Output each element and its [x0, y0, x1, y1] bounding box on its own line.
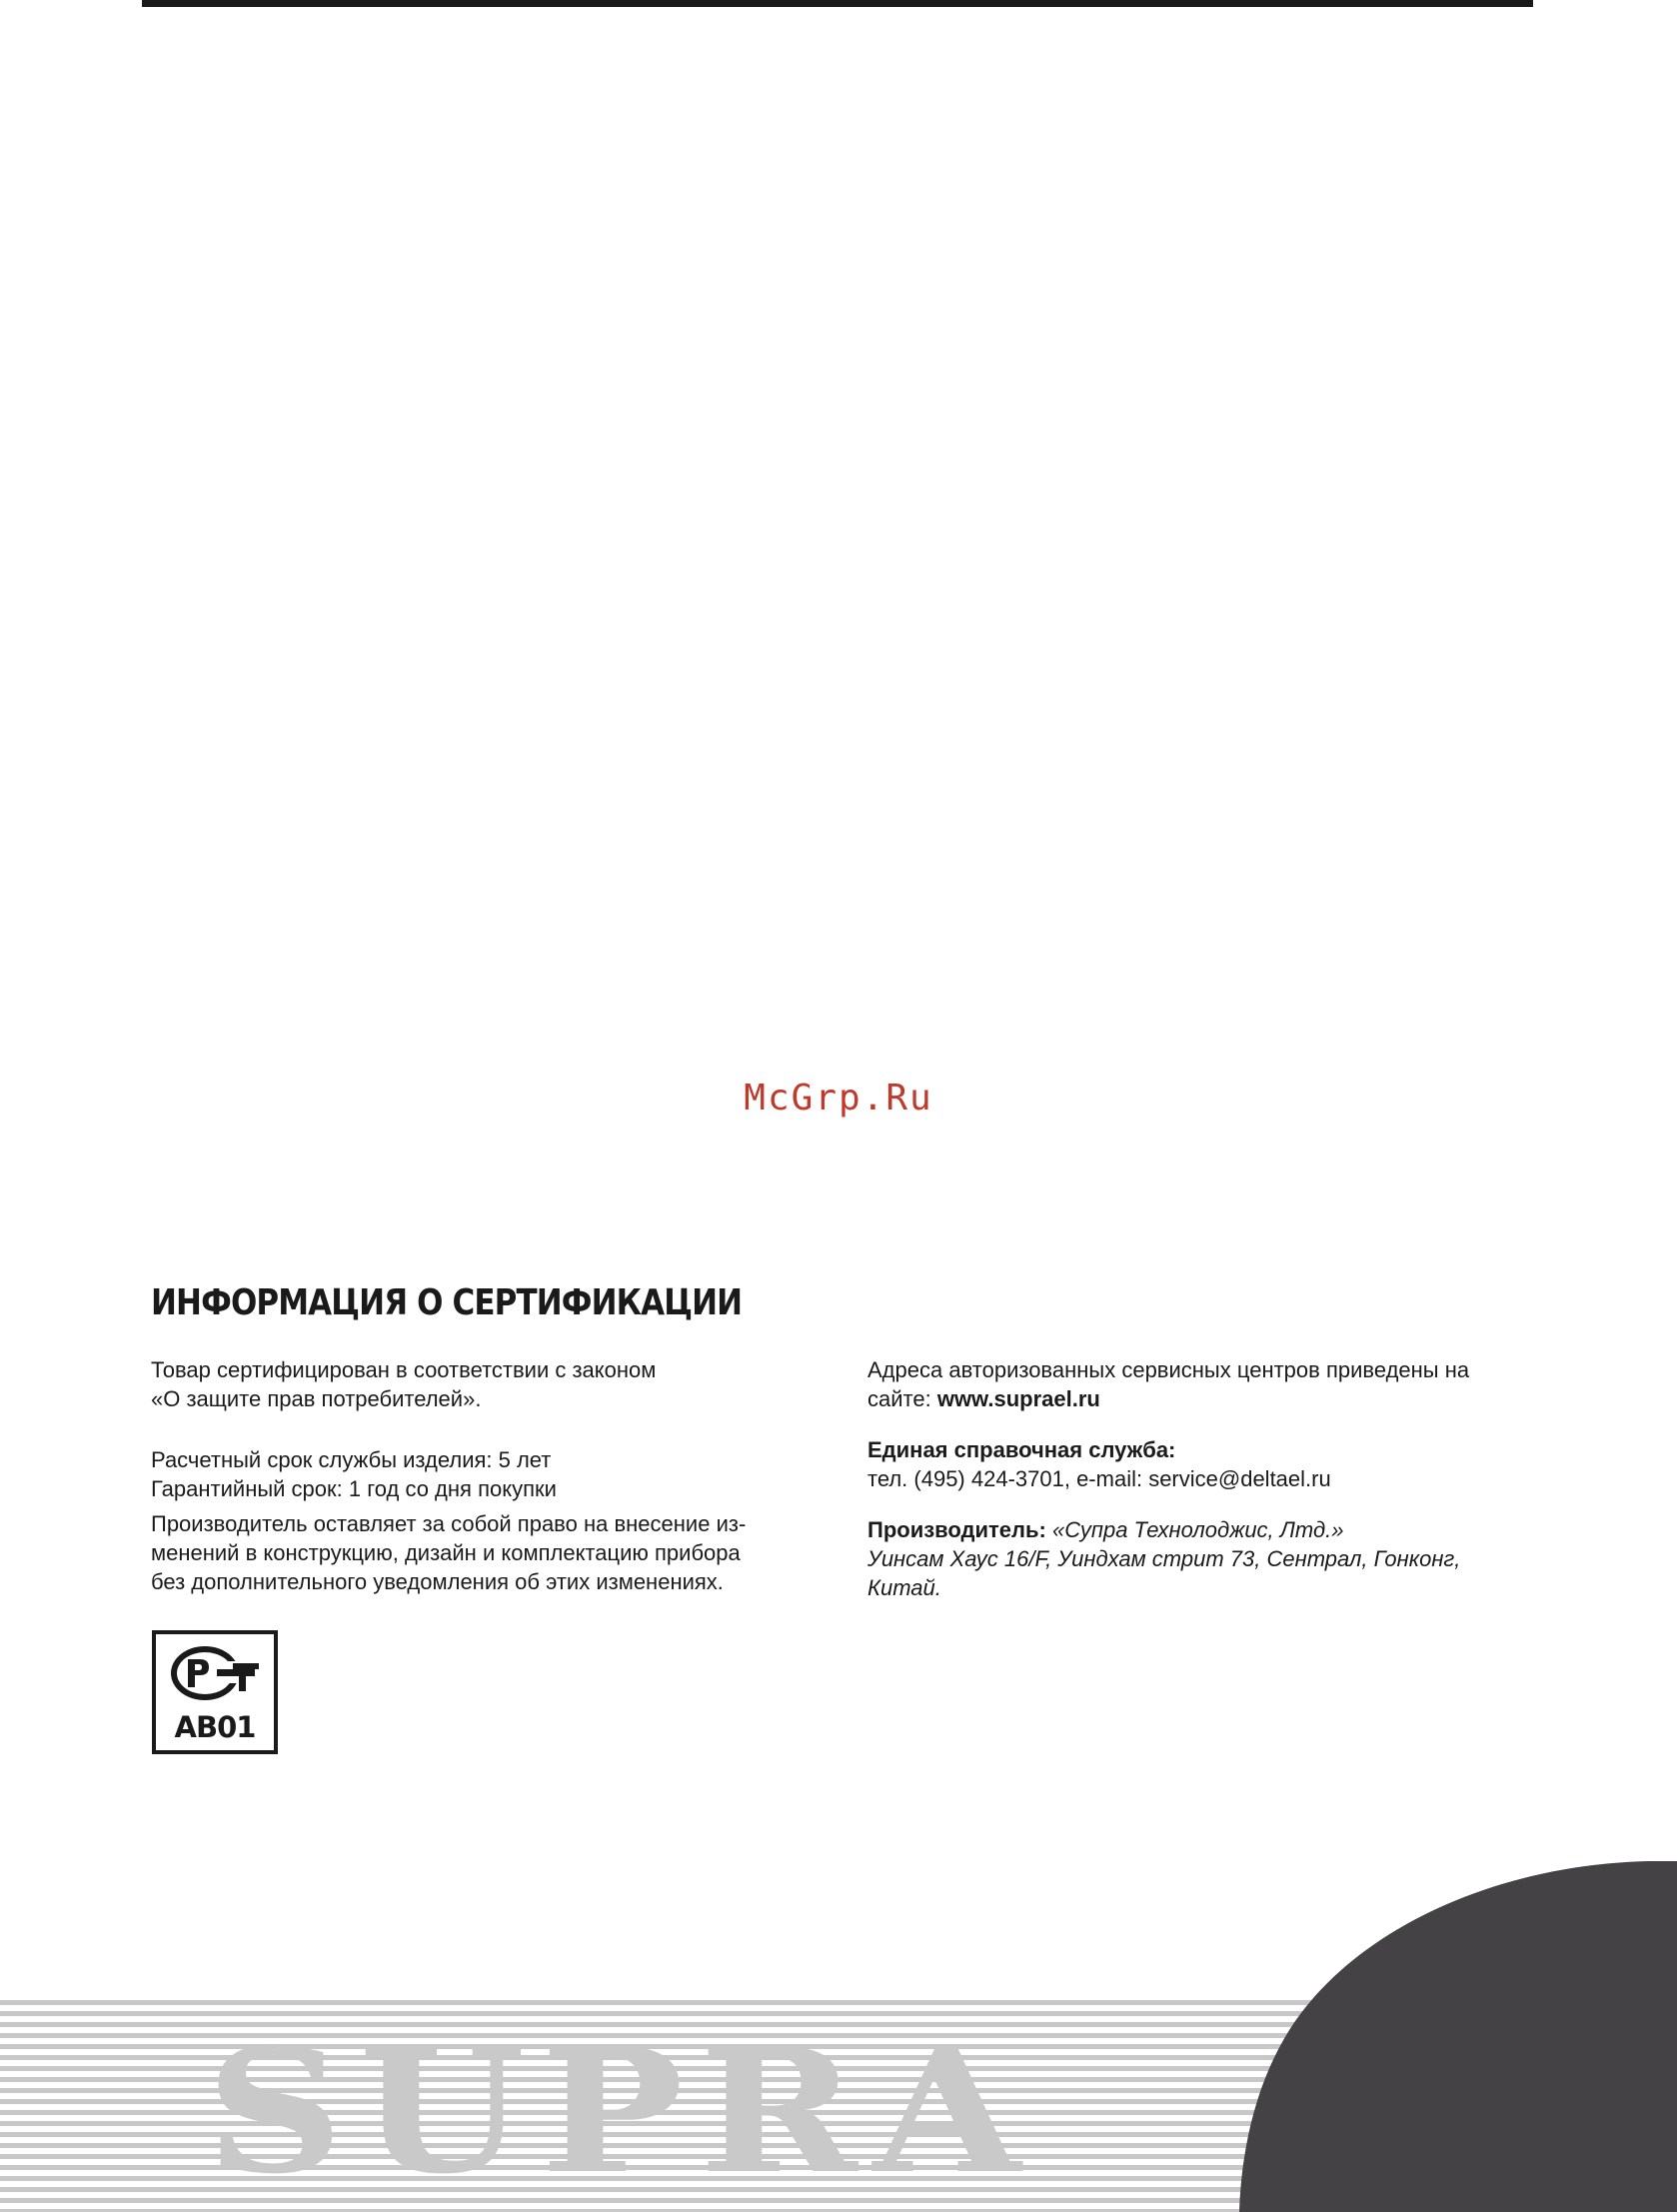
website-link[interactable]: www.suprael.ru [936, 1386, 1100, 1411]
warranty-period: Гарантийный срок: 1 год со дня покупки [151, 1476, 557, 1501]
certification-statement-line-1: Товар сертифицирован в соответствии с законом [151, 1357, 657, 1382]
service-centers-prefix: сайте: [867, 1386, 937, 1411]
rights-notice-line-1: Производитель оставляет за собой право на внесение из- [151, 1511, 747, 1536]
certification-code: АВ01 [174, 1710, 256, 1744]
left-column [151, 1355, 831, 1596]
certification-statement-line-2: «О защите прав потребителей». [151, 1386, 482, 1411]
watermark-text: McGrp.Ru [744, 1078, 933, 1118]
rst-certification-mark [152, 1630, 278, 1754]
supra-logo: SUPRA [206, 2012, 1037, 2212]
manufacturer-name: «Супра Технолоджис, Лтд.» [1051, 1517, 1344, 1542]
service-life: Расчетный срок службы изделия: 5 лет [151, 1447, 552, 1472]
service-centers-line-1: Адреса авторизованных сервисных центров приведены на [867, 1357, 1470, 1382]
manufacturer-line [867, 1515, 1537, 1544]
section-title: ИНФОРМАЦИЯ О СЕРТИФИКАЦИИ [151, 1282, 743, 1323]
top-rule [142, 0, 1533, 7]
manufacturer-label: Производитель: [867, 1517, 1046, 1542]
rights-notice-line-3: без дополнительного уведомления об этих изменениях. [151, 1569, 724, 1594]
rst-logo-icon [159, 1637, 271, 1707]
helpline-label: Единая справочная служба: [867, 1437, 1176, 1462]
corner-quarter-circle [1235, 1861, 1677, 2212]
manufacturer-address-line-2: Китай. [867, 1575, 941, 1600]
spacer [867, 1413, 1537, 1435]
helpline-contact: тел. (495) 424-3701, e-mail: service@deltael.ru [867, 1466, 1331, 1491]
spacer [867, 1493, 1537, 1515]
service-centers-line-2 [867, 1384, 1537, 1413]
rights-notice-line-2: менений в конструкцию, дизайн и комплектацию прибора [151, 1540, 741, 1565]
manufacturer-address-line-1: Уинсам Хаус 16/F, Уиндхам стрит 73, Сентрал, Гонконг, [867, 1546, 1461, 1571]
spacer [151, 1413, 831, 1445]
right-column [867, 1355, 1537, 1602]
